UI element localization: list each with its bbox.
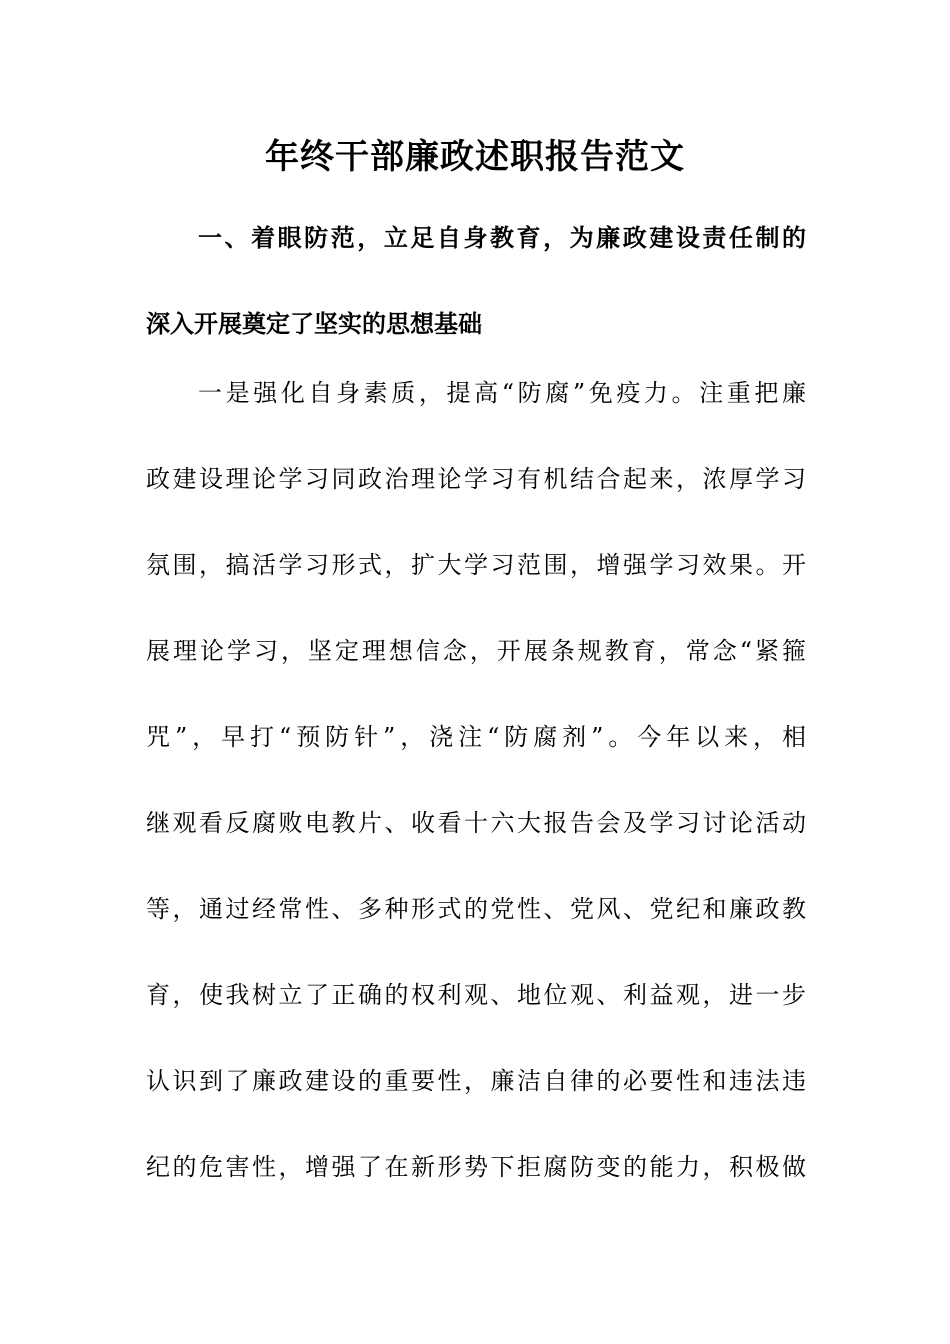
paragraph-line-1: 一是强化自身素质，提高“防腐”免疫力。注重把廉 [198, 379, 806, 407]
section-heading-line-2: 深入开展奠定了坚实的思想基础 [146, 310, 482, 338]
paragraph-line-4: 展理论学习，坚定理想信念，开展条规教育，常念“紧箍 [146, 637, 806, 665]
paragraph-line-8: 育，使我树立了正确的权利观、地位观、利益观，进一步 [146, 981, 806, 1009]
paragraph-line-6: 继观看反腐败电教片、收看十六大报告会及学习讨论活动 [146, 809, 806, 837]
paragraph-line-10: 纪的危害性，增强了在新形势下拒腐防变的能力，积极做 [146, 1153, 806, 1181]
section-heading-line-1: 一、着眼防范，立足自身教育，为廉政建设责任制的 [198, 224, 806, 252]
paragraph-line-9: 认识到了廉政建设的重要性，廉洁自律的必要性和违法违 [146, 1067, 806, 1095]
paragraph-line-3: 氛围，搞活学习形式，扩大学习范围，增强学习效果。开 [146, 551, 806, 579]
paragraph-line-2: 政建设理论学习同政治理论学习有机结合起来，浓厚学习 [146, 465, 806, 493]
paragraph-line-7: 等，通过经常性、多种形式的党性、党风、党纪和廉政教 [146, 895, 806, 923]
document-title: 年终干部廉政述职报告范文 [265, 137, 685, 177]
paragraph-line-5: 咒”，早打“预防针”，浇注“防腐剂”。今年以来，相 [146, 723, 806, 751]
